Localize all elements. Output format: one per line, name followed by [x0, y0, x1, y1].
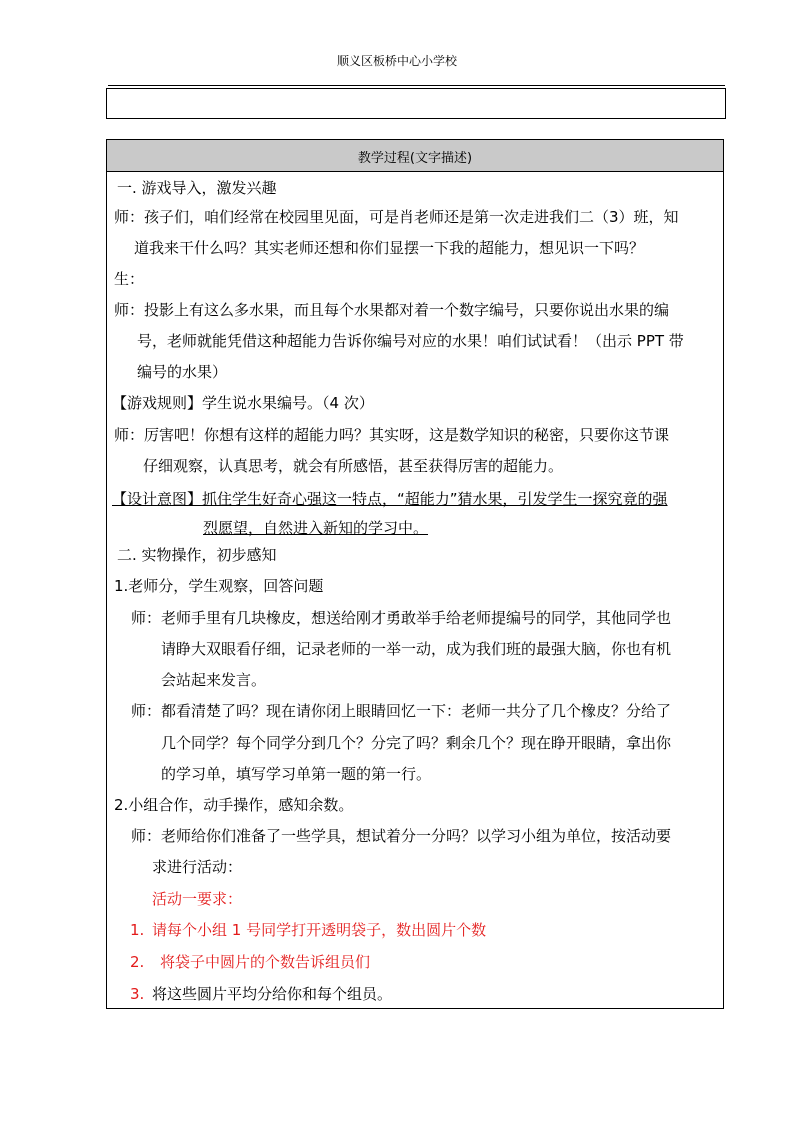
paragraph-line: 编号的水果）: [137, 363, 228, 381]
subsection-heading: 1.老师分，学生观察，回答问题: [114, 577, 324, 595]
paragraph-line: 求进行活动：: [152, 858, 243, 876]
requirement-text: 请每个小组 1 号同学打开透明袋子，数出圆片个数: [152, 921, 487, 939]
requirement-text: 将这些圆片平均分给你和每个组员。: [152, 985, 393, 1003]
table-title: 教学过程(文字描述): [107, 140, 723, 172]
design-intent: 烈愿望，自然进入新知的学习中。: [203, 519, 429, 537]
paragraph-line: 请睁大双眼看仔细，记录老师的一举一动，成为我们班的最强大脑，你也有机: [161, 640, 672, 658]
paragraph-line: 师：孩子们，咱们经常在校园里见面，可是肖老师还是第一次走进我们二（3）班，知: [114, 208, 679, 226]
header-divider: [108, 85, 725, 86]
requirement-text: 将袋子中圆片的个数告诉组员们: [160, 953, 371, 971]
school-header: 顺义区板桥中心小学校: [336, 54, 457, 68]
paragraph-line: 道我来干什么吗？其实老师还想和你们显摆一下我的超能力，想见识一下吗？: [134, 239, 645, 257]
game-rule: 【游戏规则】学生说水果编号。（4 次）: [112, 394, 374, 412]
paragraph-line: 师：厉害吧！你想有这样的超能力吗？其实呀，这是数学知识的秘密，只要你这节课: [114, 426, 670, 444]
paragraph-line: 会站起来发言。: [161, 671, 267, 689]
teaching-process-table: [106, 139, 724, 1009]
paragraph-line: 师：都看清楚了吗？现在请你闭上眼睛回忆一下：老师一共分了几个橡皮？分给了: [131, 702, 672, 720]
paragraph-line: 号，老师就能凭借这种超能力告诉你编号对应的水果！咱们试试看！（出示 PPT 带: [137, 332, 684, 350]
empty-table-row: [106, 88, 726, 119]
requirement-number: 3.: [130, 985, 145, 1003]
section-2-heading: 二. 实物操作，初步感知: [117, 546, 277, 564]
activity-requirements-title: 活动一要求：: [152, 890, 243, 908]
requirement-number: 1.: [130, 921, 145, 939]
paragraph-line: 师：老师给你们准备了一些学具，想试着分一分吗？以学习小组为单位，按活动要: [131, 827, 672, 845]
paragraph-line: 生：: [114, 270, 145, 288]
paragraph-line: 几个同学？每个同学分到几个？分完了吗？剩余几个？现在睁开眼睛，拿出你: [161, 734, 672, 752]
design-intent: 【设计意图】抓住学生好奇心强这一特点，“超能力”猜水果，引发学生一探究竟的强: [112, 490, 668, 508]
paragraph-line: 师：老师手里有几块橡皮，想送给刚才勇敢举手给老师提编号的同学，其他同学也: [131, 609, 672, 627]
paragraph-line: 的学习单，填写学习单第一题的第一行。: [161, 765, 432, 783]
paragraph-line: 师：投影上有这么多水果，而且每个水果都对着一个数字编号，只要你说出水果的编: [114, 301, 670, 319]
requirement-number: 2.: [130, 953, 145, 971]
section-1-heading: 一. 游戏导入，激发兴趣: [117, 179, 277, 197]
subsection-heading: 2.小组合作，动手操作，感知余数。: [114, 796, 354, 814]
paragraph-line: 仔细观察，认真思考，就会有所感悟，甚至获得厉害的超能力。: [143, 457, 564, 475]
